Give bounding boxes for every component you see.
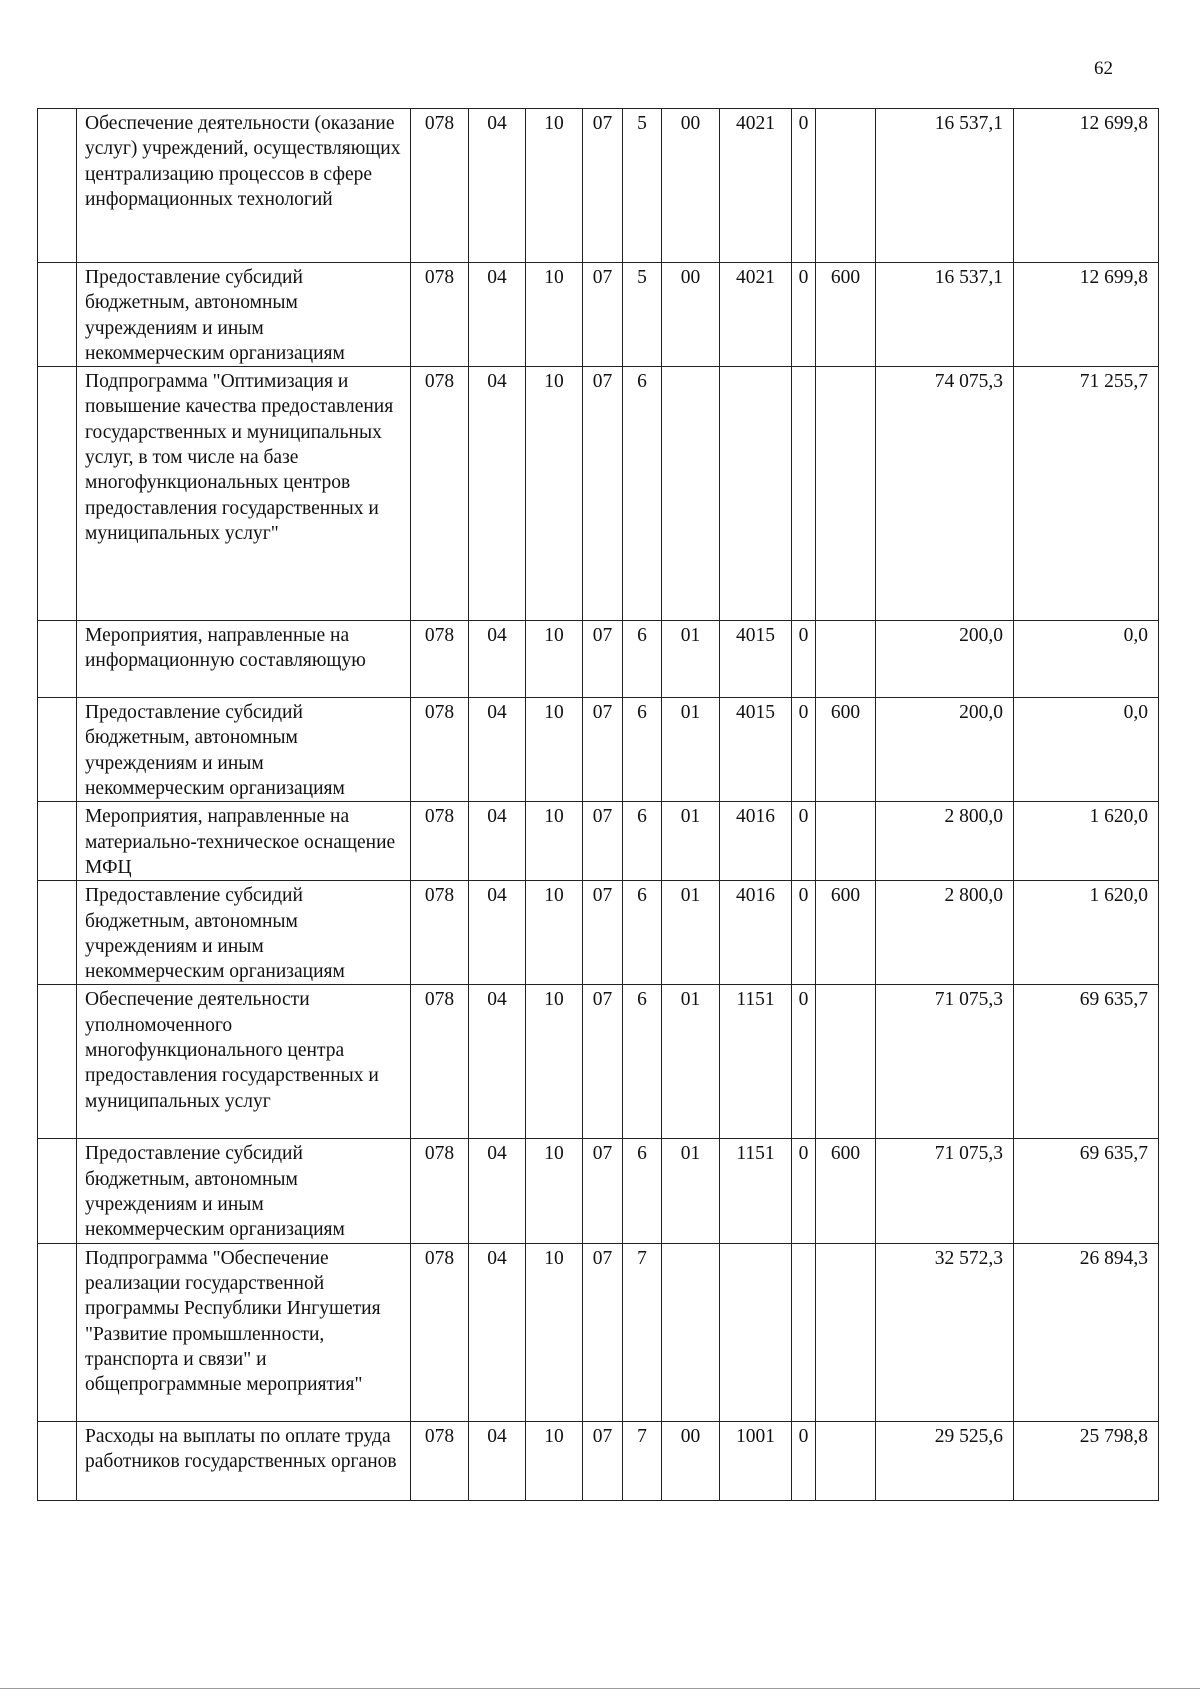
table-row <box>38 802 1159 881</box>
code-direction <box>720 367 792 621</box>
code-section: 04 <box>469 367 526 621</box>
code-direction: 4021 <box>720 263 792 367</box>
code-subsection: 10 <box>526 1243 583 1421</box>
code-ministry: 078 <box>411 367 469 621</box>
code-section: 04 <box>469 263 526 367</box>
code-direction: 4015 <box>720 698 792 802</box>
code-expense-type: 600 <box>816 698 876 802</box>
table-row <box>38 1243 1159 1421</box>
code-expense-type <box>816 1243 876 1421</box>
code-program: 07 <box>583 109 623 263</box>
row-name: Предоставление субсидий бюджетным, автономным учреждениям и иным некоммерческим организациям <box>77 263 411 367</box>
code-extra: 0 <box>792 1139 816 1243</box>
code-ministry: 078 <box>411 698 469 802</box>
code-subsection: 10 <box>526 621 583 698</box>
row-marker-cell <box>38 985 77 1139</box>
code-ministry: 078 <box>411 802 469 881</box>
code-subsection: 10 <box>526 1421 583 1500</box>
page-bottom-rule <box>0 1688 1200 1689</box>
code-ministry: 078 <box>411 985 469 1139</box>
table-row <box>38 1139 1159 1243</box>
code-direction: 1151 <box>720 1139 792 1243</box>
code-expense-type <box>816 367 876 621</box>
table-row <box>38 263 1159 367</box>
code-event: 00 <box>662 263 720 367</box>
code-event: 00 <box>662 109 720 263</box>
amount-executed: 0,0 <box>1014 621 1159 698</box>
row-marker-cell <box>38 367 77 621</box>
row-name: Предоставление субсидий бюджетным, автономным учреждениям и иным некоммерческим организациям <box>77 698 411 802</box>
code-extra: 0 <box>792 1421 816 1500</box>
code-program: 07 <box>583 985 623 1139</box>
code-expense-type: 600 <box>816 1139 876 1243</box>
table-row <box>38 698 1159 802</box>
code-subprogram: 6 <box>623 985 662 1139</box>
code-ministry: 078 <box>411 1139 469 1243</box>
code-expense-type: 600 <box>816 881 876 985</box>
code-subsection: 10 <box>526 263 583 367</box>
code-section: 04 <box>469 698 526 802</box>
code-expense-type: 600 <box>816 263 876 367</box>
code-program: 07 <box>583 367 623 621</box>
table-row <box>38 881 1159 985</box>
amount-executed: 25 798,8 <box>1014 1421 1159 1500</box>
code-program: 07 <box>583 1421 623 1500</box>
amount-executed: 12 699,8 <box>1014 263 1159 367</box>
code-subprogram: 6 <box>623 621 662 698</box>
row-marker-cell <box>38 802 77 881</box>
code-section: 04 <box>469 881 526 985</box>
amount-planned: 71 075,3 <box>876 985 1014 1139</box>
amount-executed: 69 635,7 <box>1014 1139 1159 1243</box>
amount-planned: 2 800,0 <box>876 881 1014 985</box>
row-marker-cell <box>38 1243 77 1421</box>
row-marker-cell <box>38 263 77 367</box>
row-marker-cell <box>38 1421 77 1500</box>
code-event <box>662 367 720 621</box>
code-expense-type <box>816 109 876 263</box>
code-subprogram: 5 <box>623 263 662 367</box>
code-subprogram: 6 <box>623 698 662 802</box>
code-section: 04 <box>469 1421 526 1500</box>
code-event: 01 <box>662 985 720 1139</box>
row-marker-cell <box>38 109 77 263</box>
amount-planned: 74 075,3 <box>876 367 1014 621</box>
code-ministry: 078 <box>411 263 469 367</box>
code-extra <box>792 367 816 621</box>
code-event: 01 <box>662 802 720 881</box>
row-name: Предоставление субсидий бюджетным, автономным учреждениям и иным некоммерческим организациям <box>77 1139 411 1243</box>
amount-planned: 71 075,3 <box>876 1139 1014 1243</box>
code-subsection: 10 <box>526 367 583 621</box>
budget-table <box>37 108 1159 1501</box>
code-program: 07 <box>583 621 623 698</box>
code-ministry: 078 <box>411 1421 469 1500</box>
row-name: Мероприятия, направленные на материально-техническое оснащение МФЦ <box>77 802 411 881</box>
code-expense-type <box>816 621 876 698</box>
code-program: 07 <box>583 1243 623 1421</box>
code-extra: 0 <box>792 698 816 802</box>
row-name: Мероприятия, направленные на информационную составляющую <box>77 621 411 698</box>
code-event: 01 <box>662 698 720 802</box>
table-row <box>38 109 1159 263</box>
code-event: 01 <box>662 881 720 985</box>
code-program: 07 <box>583 1139 623 1243</box>
amount-executed: 12 699,8 <box>1014 109 1159 263</box>
code-section: 04 <box>469 802 526 881</box>
code-program: 07 <box>583 698 623 802</box>
code-extra <box>792 1243 816 1421</box>
code-subprogram: 7 <box>623 1421 662 1500</box>
code-ministry: 078 <box>411 1243 469 1421</box>
row-marker-cell <box>38 1139 77 1243</box>
amount-executed: 1 620,0 <box>1014 802 1159 881</box>
row-name: Подпрограмма "Обеспечение реализации государственной программы Республики Ингушетия "Развитие промышленности, транспорта и связи" и общепрограммные мероприятия" <box>77 1243 411 1421</box>
code-event <box>662 1243 720 1421</box>
code-program: 07 <box>583 263 623 367</box>
code-event: 00 <box>662 1421 720 1500</box>
code-event: 01 <box>662 1139 720 1243</box>
code-section: 04 <box>469 621 526 698</box>
code-direction <box>720 1243 792 1421</box>
row-marker-cell <box>38 881 77 985</box>
code-expense-type <box>816 1421 876 1500</box>
table-row <box>38 621 1159 698</box>
code-subsection: 10 <box>526 802 583 881</box>
code-subprogram: 6 <box>623 367 662 621</box>
code-subprogram: 6 <box>623 881 662 985</box>
code-direction: 4021 <box>720 109 792 263</box>
code-expense-type <box>816 802 876 881</box>
code-subprogram: 6 <box>623 1139 662 1243</box>
code-extra: 0 <box>792 263 816 367</box>
code-extra: 0 <box>792 621 816 698</box>
row-name: Расходы на выплаты по оплате труда работников государственных органов <box>77 1421 411 1500</box>
code-expense-type <box>816 985 876 1139</box>
amount-planned: 200,0 <box>876 621 1014 698</box>
code-program: 07 <box>583 881 623 985</box>
amount-executed: 26 894,3 <box>1014 1243 1159 1421</box>
code-section: 04 <box>469 1243 526 1421</box>
code-extra: 0 <box>792 881 816 985</box>
code-program: 07 <box>583 802 623 881</box>
row-name: Обеспечение деятельности (оказание услуг) учреждений, осуществляющих централизацию процессов в сфере информационных технологий <box>77 109 411 263</box>
code-subsection: 10 <box>526 698 583 802</box>
row-name: Предоставление субсидий бюджетным, автономным учреждениям и иным некоммерческим организациям <box>77 881 411 985</box>
code-subsection: 10 <box>526 881 583 985</box>
code-extra: 0 <box>792 109 816 263</box>
row-name: Подпрограмма "Оптимизация и повышение качества предоставления государственных и муниципальных услуг, в том числе на базе многофункциональных центров предоставления государственных и муниципальных услуг" <box>77 367 411 621</box>
amount-executed: 71 255,7 <box>1014 367 1159 621</box>
amount-planned: 32 572,3 <box>876 1243 1014 1421</box>
code-event: 01 <box>662 621 720 698</box>
code-subsection: 10 <box>526 985 583 1139</box>
amount-planned: 200,0 <box>876 698 1014 802</box>
code-direction: 4016 <box>720 881 792 985</box>
code-subprogram: 6 <box>623 802 662 881</box>
code-subprogram: 7 <box>623 1243 662 1421</box>
table-row <box>38 985 1159 1139</box>
code-subsection: 10 <box>526 109 583 263</box>
amount-planned: 29 525,6 <box>876 1421 1014 1500</box>
code-subprogram: 5 <box>623 109 662 263</box>
row-marker-cell <box>38 698 77 802</box>
code-extra: 0 <box>792 802 816 881</box>
code-section: 04 <box>469 109 526 263</box>
code-extra: 0 <box>792 985 816 1139</box>
code-ministry: 078 <box>411 109 469 263</box>
code-section: 04 <box>469 985 526 1139</box>
amount-executed: 0,0 <box>1014 698 1159 802</box>
amount-planned: 16 537,1 <box>876 263 1014 367</box>
table-row <box>38 1421 1159 1500</box>
amount-executed: 1 620,0 <box>1014 881 1159 985</box>
code-direction: 4015 <box>720 621 792 698</box>
code-ministry: 078 <box>411 881 469 985</box>
code-direction: 1001 <box>720 1421 792 1500</box>
code-direction: 4016 <box>720 802 792 881</box>
row-marker-cell <box>38 621 77 698</box>
page-number: 62 <box>1094 58 1113 79</box>
code-section: 04 <box>469 1139 526 1243</box>
amount-executed: 69 635,7 <box>1014 985 1159 1139</box>
amount-planned: 2 800,0 <box>876 802 1014 881</box>
amount-planned: 16 537,1 <box>876 109 1014 263</box>
code-subsection: 10 <box>526 1139 583 1243</box>
row-name: Обеспечение деятельности уполномоченного многофункционального центра предоставления государственных и муниципальных услуг <box>77 985 411 1139</box>
code-direction: 1151 <box>720 985 792 1139</box>
code-ministry: 078 <box>411 621 469 698</box>
table-row <box>38 367 1159 621</box>
